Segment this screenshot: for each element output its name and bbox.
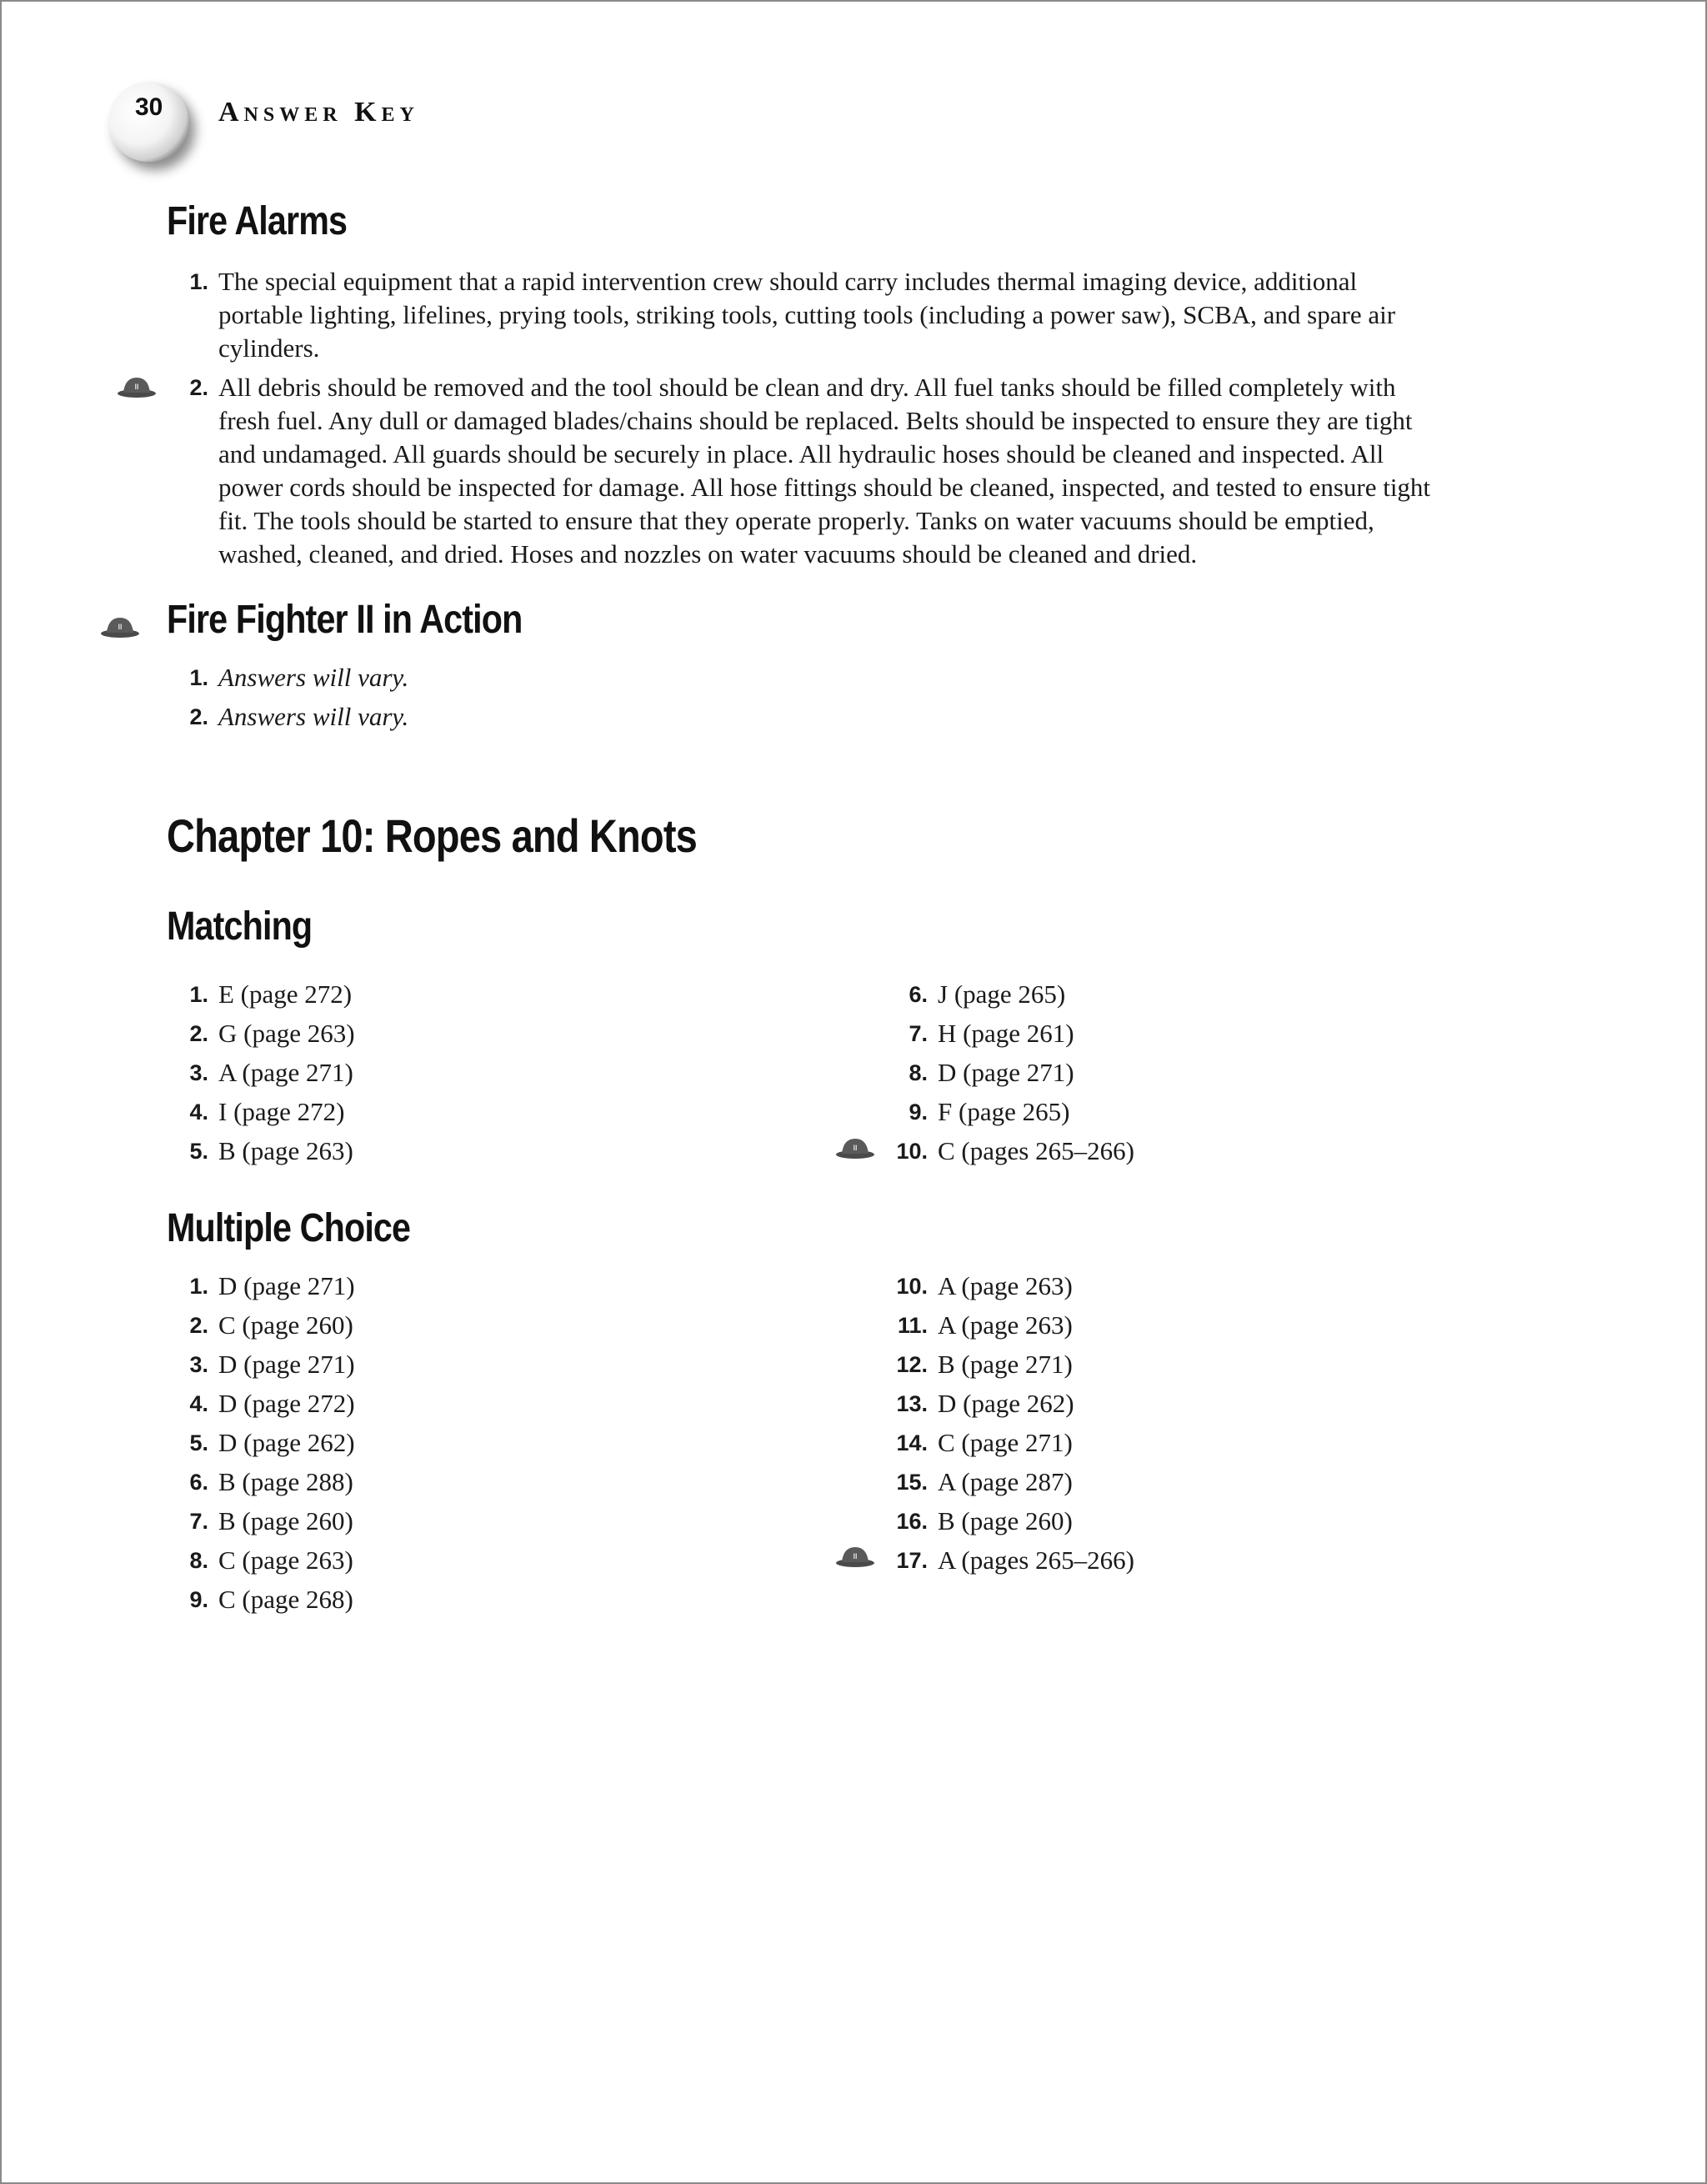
item-text: C (page 268) xyxy=(218,1585,353,1614)
fire-helmet-icon xyxy=(835,1136,875,1160)
item-text: A (page 271) xyxy=(218,1058,353,1087)
fire-helmet-icon xyxy=(835,1545,875,1568)
text-line: power cords should be inspected for damage. All hose fittings should be cleaned, inspected, and tested to ensure tight xyxy=(218,473,1431,502)
item-number: 5. xyxy=(189,1430,208,1455)
item-text: A (page 263) xyxy=(938,1310,1073,1340)
item-text: D (page 272) xyxy=(218,1389,355,1418)
item-text: I (page 272) xyxy=(218,1097,345,1126)
item-text: B (page 271) xyxy=(938,1350,1073,1379)
item-text: B (page 260) xyxy=(218,1506,353,1535)
item-number: 2. xyxy=(189,1313,208,1338)
item-text: A (page 287) xyxy=(938,1467,1073,1496)
page-number: 30 xyxy=(135,93,163,121)
item-number: 3. xyxy=(189,1352,208,1377)
item-text: D (page 262) xyxy=(218,1428,355,1457)
item-number: 15. xyxy=(896,1470,928,1495)
svg-text:II: II xyxy=(134,383,139,391)
fire-helmet-icon xyxy=(100,615,140,639)
item-number: 13. xyxy=(896,1391,928,1416)
item-number: 6. xyxy=(909,982,928,1007)
item-text: Answers will vary. xyxy=(218,702,409,731)
item-text: Answers will vary. xyxy=(218,663,409,692)
item-number: 8. xyxy=(909,1060,928,1085)
item-number: 9. xyxy=(189,1587,208,1612)
item-text: A (page 263) xyxy=(938,1271,1073,1300)
item-text xyxy=(218,371,1552,571)
running-head: Answer Key xyxy=(218,97,419,128)
text-line: fresh fuel. Any dull or damaged blades/chains should be replaced. Belts should be inspected to ensure they are tight xyxy=(218,406,1413,435)
item-number: 1. xyxy=(189,269,208,294)
section-title-multiple-choice: Multiple Choice xyxy=(167,1206,411,1250)
text-line: fit. The tools should be started to ensure that they operate properly. Tanks on water vacuums should be emptied, xyxy=(218,506,1374,535)
item-text: C (page 260) xyxy=(218,1310,353,1340)
item-number: 7. xyxy=(909,1021,928,1046)
svg-text:II: II xyxy=(118,623,123,631)
text-line: The special equipment that a rapid intervention crew should carry includes thermal imaging device, additional xyxy=(218,267,1358,296)
item-text: D (page 271) xyxy=(218,1350,355,1379)
item-number: 1. xyxy=(189,1274,208,1299)
item-number: 3. xyxy=(189,1060,208,1085)
item-number: 8. xyxy=(189,1548,208,1573)
section-title-fire-alarms: Fire Alarms xyxy=(167,199,348,243)
item-text: C (page 271) xyxy=(938,1428,1073,1457)
item-text: D (page 262) xyxy=(938,1389,1074,1418)
item-number: 1. xyxy=(189,665,208,690)
item-text: D (page 271) xyxy=(218,1271,355,1300)
text-line: portable lighting, lifelines, prying tools, striking tools, cutting tools (including a power saw), SCBA, and spare air xyxy=(218,300,1396,329)
item-text: C (pages 265–266) xyxy=(938,1136,1134,1165)
item-text: C (page 263) xyxy=(218,1545,353,1575)
item-text xyxy=(218,265,1552,365)
item-number: 2. xyxy=(189,375,208,400)
item-number: 10. xyxy=(896,1274,928,1299)
item-number: 2. xyxy=(189,1021,208,1046)
item-text: J (page 265) xyxy=(938,979,1066,1009)
section-title-in-action: Fire Fighter II in Action xyxy=(167,598,523,642)
item-number: 1. xyxy=(189,982,208,1007)
item-number: 16. xyxy=(896,1509,928,1534)
item-number: 5. xyxy=(189,1139,208,1164)
section-title-matching: Matching xyxy=(167,904,313,949)
item-text: E (page 272) xyxy=(218,979,353,1009)
item-text: B (page 263) xyxy=(218,1136,353,1165)
item-number: 2. xyxy=(189,704,208,729)
item-number: 14. xyxy=(896,1430,928,1455)
text-line: cylinders. xyxy=(218,333,320,363)
svg-text:II: II xyxy=(853,1144,858,1152)
chapter-title: Chapter 10: Ropes and Knots xyxy=(167,809,697,862)
item-text: D (page 271) xyxy=(938,1058,1074,1087)
item-number: 9. xyxy=(909,1100,928,1125)
item-number: 12. xyxy=(896,1352,928,1377)
item-number: 10. xyxy=(896,1139,928,1164)
text-line: and undamaged. All guards should be securely in place. All hydraulic hoses should be cleaned and inspected. All xyxy=(218,439,1384,468)
text-line: washed, cleaned, and dried. Hoses and nozzles on water vacuums should be cleaned and dried. xyxy=(218,539,1198,569)
item-text: G (page 263) xyxy=(218,1019,355,1048)
item-text: H (page 261) xyxy=(938,1019,1074,1048)
item-text: B (page 288) xyxy=(218,1467,353,1496)
item-number: 4. xyxy=(189,1391,208,1416)
item-number: 17. xyxy=(896,1548,928,1573)
item-number: 11. xyxy=(897,1313,928,1338)
item-text: A (pages 265–266) xyxy=(938,1545,1134,1575)
item-text: B (page 260) xyxy=(938,1506,1073,1535)
item-number: 4. xyxy=(189,1100,208,1125)
svg-text:II: II xyxy=(853,1552,858,1560)
item-number: 6. xyxy=(189,1470,208,1495)
item-text: F (page 265) xyxy=(938,1097,1070,1126)
text-line: All debris should be removed and the tool should be clean and dry. All fuel tanks should be filled completely with xyxy=(218,373,1396,402)
item-number: 7. xyxy=(189,1509,208,1534)
